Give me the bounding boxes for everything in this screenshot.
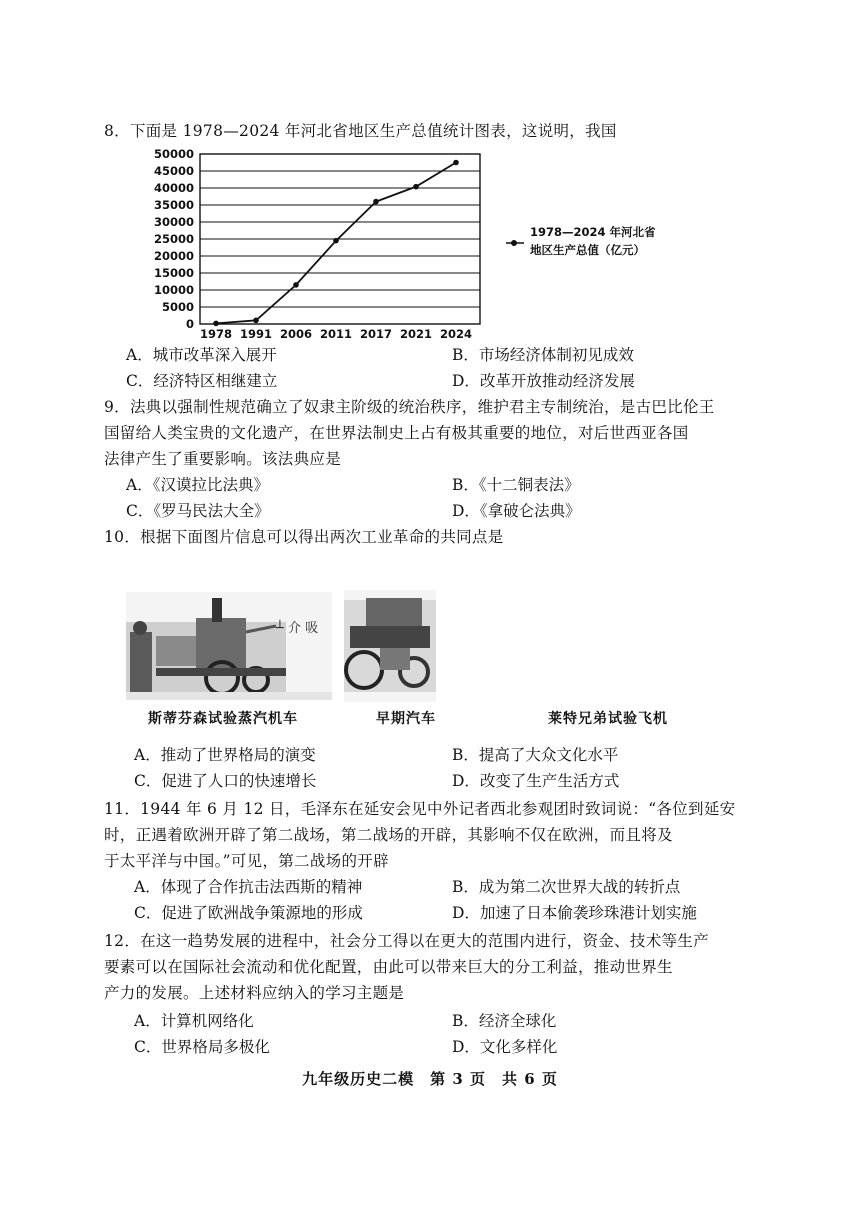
- question-8-stem: 8．下面是 1978—2024 年河北省地区生产总值统计图表，这说明，我国: [104, 122, 617, 140]
- q9-option-d: D．《拿破仑法典》: [452, 502, 581, 520]
- question-11-line-3: 于太平洋与中国。”可见，第二战场的开辟: [104, 852, 389, 870]
- q10-option-c: C．促进了人口的快速增长: [134, 772, 317, 790]
- legend-label-line-2: 地区生产总值（亿元）: [530, 243, 645, 257]
- legend-point-marker: [511, 240, 517, 246]
- y-tick-label: 0: [185, 317, 194, 331]
- chart-grid: [200, 154, 480, 324]
- x-tick-label: 2006: [279, 327, 313, 341]
- question-12-line-1: 12．在这一趋势发展的进程中，社会分工得以在更大的范围内进行，资金、技术等生产: [104, 932, 709, 950]
- chart-legend: [506, 225, 656, 257]
- caption-steam-locomotive: 斯蒂芬森试验蒸汽机车: [148, 711, 298, 727]
- caption-early-automobile: 早期汽车: [376, 711, 436, 727]
- x-tick-label: 2021: [399, 327, 433, 341]
- gdp-line-chart: [150, 146, 670, 346]
- q9-option-a: A．《汉谟拉比法典》: [126, 476, 269, 494]
- x-tick-label: 2011: [319, 327, 353, 341]
- y-tick-label: 25000: [153, 232, 194, 246]
- q12-option-d: D．文化多样化: [452, 1038, 558, 1056]
- q11-option-c: C．促进了欧洲战争策源地的形成: [134, 904, 363, 922]
- y-tick-label: 35000: [153, 198, 194, 212]
- y-tick-label: 40000: [153, 181, 194, 195]
- q12-option-c: C．世界格局多极化: [134, 1038, 270, 1056]
- question-9-line-1: 9．法典以强制性规范确立了奴隶主阶级的统治秩序，维护君主专制统治，是古巴比伦王: [104, 398, 715, 416]
- y-tick-label: 30000: [153, 215, 194, 229]
- q11-option-a: A．体现了合作抗击法西斯的精神: [134, 878, 363, 896]
- q8-option-a: A．城市改革深入展开: [126, 346, 277, 364]
- data-point: [373, 199, 379, 205]
- data-point: [333, 238, 339, 244]
- q11-option-b: B．成为第二次世界大战的转折点: [452, 878, 681, 896]
- caption-wright-brothers-plane: 莱特兄弟试验飞机: [548, 711, 668, 727]
- q10-option-d: D．改变了生产生活方式: [452, 772, 620, 790]
- data-point: [293, 282, 299, 288]
- y-tick-label: 20000: [153, 249, 194, 263]
- y-tick-label: 5000: [161, 300, 194, 314]
- q8-option-c: C．经济特区相继建立: [126, 372, 278, 390]
- chart-y-ticks: [154, 147, 194, 331]
- q8-option-b: B．市场经济体制初见成效: [452, 346, 634, 364]
- data-point: [253, 318, 259, 324]
- legend-label-line-1: 1978—2024 年河北省: [530, 225, 656, 239]
- question-12-line-2: 要素可以在国际社会流动和优化配置，由此可以带来巨大的分工利益，推动世界生: [104, 958, 673, 976]
- q9-option-c: C．《罗马民法大全》: [126, 502, 270, 520]
- x-tick-label: 2024: [439, 327, 473, 341]
- q11-option-d: D．加速了日本偷袭珍珠港计划实施: [452, 904, 697, 922]
- x-tick-label: 1991: [239, 327, 273, 341]
- q10-option-a: A．推动了世界格局的演变: [134, 746, 316, 764]
- early-automobile-photo: [344, 590, 436, 702]
- question-11-line-1: 11．1944 年 6 月 12 日，毛泽东在延安会见中外记者西北参观团时致词说：“各位到延安: [104, 800, 736, 818]
- q12-option-a: A．计算机网络化: [134, 1012, 254, 1030]
- y-tick-label: 45000: [153, 164, 194, 178]
- data-point: [453, 160, 459, 166]
- question-9-line-3: 法律产生了重要影响。该法典应是: [104, 450, 342, 468]
- y-tick-label: 10000: [153, 283, 194, 297]
- data-point: [413, 184, 419, 190]
- svg-text:┴ 介 吸: ┴ 介 吸: [276, 621, 319, 636]
- chart-x-ticks: [200, 327, 472, 341]
- y-tick-label: 50000: [153, 147, 194, 161]
- y-tick-label: 15000: [153, 266, 194, 280]
- q8-option-d: D．改革开放推动经济发展: [452, 372, 635, 390]
- question-9-line-2: 国留给人类宝贵的文化遗产，在世界法制史上占有极其重要的地位，对后世西亚各国: [104, 424, 689, 442]
- question-11-line-2: 时，正遇着欧洲开辟了第二战场，第二战场的开辟，其影响不仅在欧洲，而且将及: [104, 826, 673, 844]
- data-point: [213, 321, 219, 327]
- q10-option-b: B．提高了大众文化水平: [452, 746, 619, 764]
- question-12-line-3: 产力的发展。上述材料应纳入的学习主题是: [104, 984, 405, 1002]
- question-10-stem: 10．根据下面图片信息可以得出两次工业革命的共同点是: [104, 528, 504, 546]
- x-tick-label: 1978: [199, 327, 233, 341]
- x-tick-label: 2017: [359, 327, 393, 341]
- page-footer: 九年级历史二模 第 3 页 共 6 页: [302, 1070, 558, 1088]
- steam-locomotive-photo: [126, 592, 332, 700]
- q9-option-b: B．《十二铜表法》: [452, 476, 580, 494]
- chart-series: [213, 160, 459, 326]
- q12-option-b: B．经济全球化: [452, 1012, 557, 1030]
